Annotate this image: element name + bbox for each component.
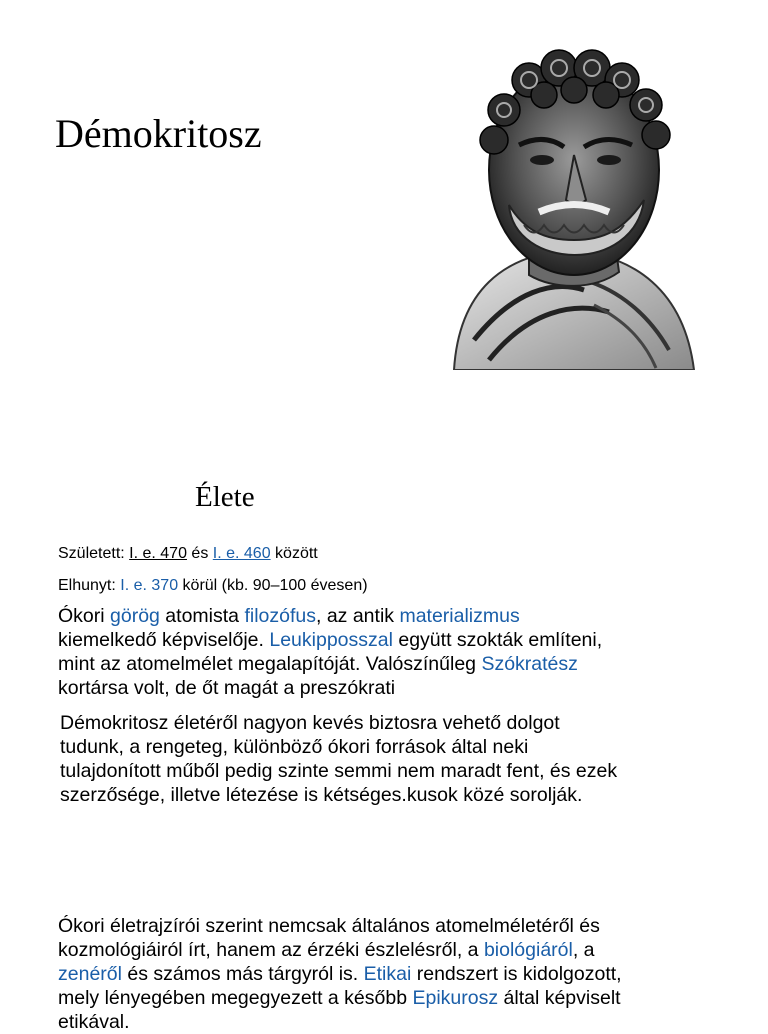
paragraph-intro: Ókori görög atomista filozófus, az antik materializmus kiemelkedő képviselője. Leukipposszal együtt szokták említeni, mint az atomelmélet megalapítóját. Valószínűleg Szókratész kortársa volt, de őt magát a preszókrati — [58, 605, 603, 699]
paragraph-life: Démokritosz életéről nagyon kevés biztosra vehető dolgot tudunk, a rengeteg, különböző ókori források által neki tulajdonított műből pedig szinte semmi nem maradt fent, és ezek szerzősége, illetve létezése is kétséges.kusok közé sorolják. — [60, 712, 618, 806]
link-gorog[interactable]: görög — [110, 605, 160, 627]
link-szokratesz[interactable]: Szókratész — [481, 653, 578, 675]
link-filozofus[interactable]: filozófus — [244, 605, 316, 627]
bust-portrait-icon — [434, 40, 704, 370]
section-heading: Élete — [195, 481, 255, 513]
link-materializmus[interactable]: materializmus — [399, 605, 520, 627]
link-epikurosz[interactable]: Epikurosz — [412, 987, 499, 1009]
link-zene[interactable]: zenéről — [58, 963, 122, 985]
page-title: Démokritosz — [55, 111, 262, 156]
died-date-link[interactable]: I. e. 370 — [120, 577, 179, 594]
paragraph-works: Ókori életrajzírói szerint nemcsak általános atomelméletéről és kozmológiáiról írt, hanem az érzéki észlelésről, a biológiáról, a zenéről és számos más tárgyról is. Etikai rendszert is kidolgozott, mely lényegében megegyezett a később Epikurosz által képviselt etikával. — [58, 915, 622, 1033]
link-etikai[interactable]: Etikai — [363, 963, 412, 985]
link-leukipposszal[interactable]: Leukipposszal — [269, 629, 393, 651]
link-biologia[interactable]: biológiáról — [483, 939, 573, 961]
born-date2-link[interactable]: I. e. 460 — [212, 545, 271, 562]
born-date1-link[interactable]: I. e. 470 — [129, 545, 187, 562]
born-line: Született: I. e. 470 és I. e. 460 között — [58, 545, 318, 562]
died-line: Elhunyt: I. e. 370 körül (kb. 90–100 évesen) — [58, 577, 368, 594]
